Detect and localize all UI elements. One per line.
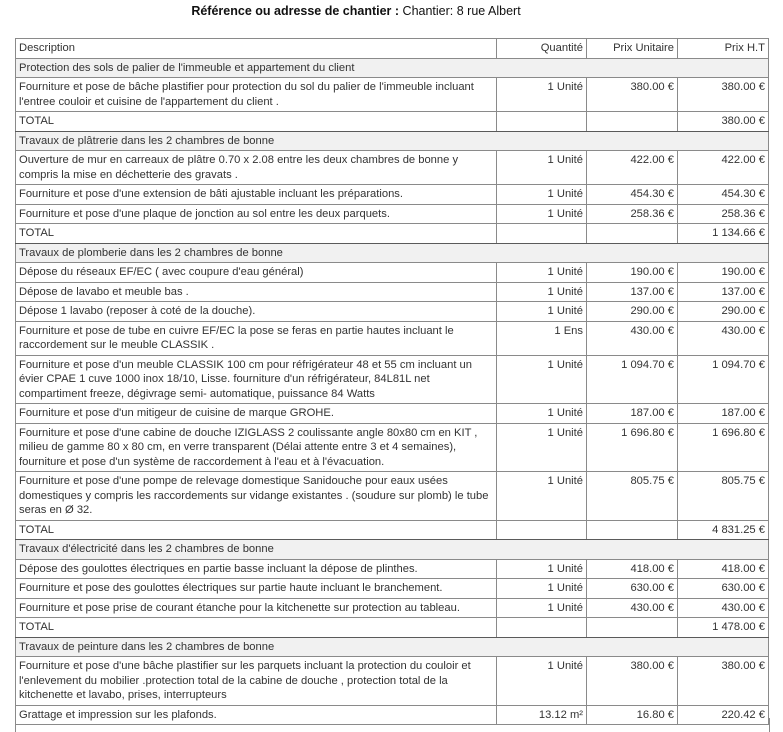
total-label: TOTAL (16, 224, 497, 244)
table-row (16, 321, 769, 355)
item-total-ht: 137.00 € (678, 282, 769, 302)
section-header-row (16, 131, 769, 151)
item-quantity: 1 Unité (497, 263, 587, 283)
item-total-ht: 422.00 € (678, 151, 769, 185)
item-unit-price: 630.00 € (587, 579, 678, 599)
section-title: Protection des sols de palier de l'immeuble et appartement du client (16, 58, 769, 78)
table-row (16, 579, 769, 599)
table-row (16, 355, 769, 404)
total-empty-pu (587, 618, 678, 638)
item-quantity: 1 Unité (497, 355, 587, 404)
item-description: Fourniture et pose d'une plaque de jonction au sol entre les deux parquets. (16, 204, 497, 224)
section-total-value: 380.00 € (678, 112, 769, 132)
table-row (16, 404, 769, 424)
section-header-row (16, 243, 769, 263)
item-description: Fourniture et pose d'une pompe de relevage domestique Sanidouche pour eaux usées domestiques y compris les raccordements sur vidange existantes . (soudure sur plomb) le tube seras en Ø 32. (16, 472, 497, 521)
item-quantity: 1 Unité (497, 404, 587, 424)
section-header-row (16, 540, 769, 560)
item-unit-price: 454.30 € (587, 185, 678, 205)
item-quantity: 1 Unité (497, 472, 587, 521)
column-header-quantity: Quantité (497, 39, 587, 59)
section-total-value: 1 134.66 € (678, 224, 769, 244)
item-quantity: 1 Unité (497, 282, 587, 302)
item-quantity: 1 Unité (497, 151, 587, 185)
table-row (16, 598, 769, 618)
item-description: Fourniture et pose d'une bâche plastifier sur les parquets incluant la protection du couloir et l'enlevement du mobilier .protection total de la cabine de douche , protection total de la kitchenette et lavabo, prises, interrupteurs (16, 657, 497, 706)
item-description: Dépose des goulottes électriques en partie basse incluant la dépose de plinthes. (16, 559, 497, 579)
total-empty-pu (587, 112, 678, 132)
item-quantity: 1 Unité (497, 185, 587, 205)
item-unit-price: 190.00 € (587, 263, 678, 283)
table-row (16, 472, 769, 521)
item-total-ht: 430.00 € (678, 321, 769, 355)
item-unit-price: 418.00 € (587, 559, 678, 579)
item-total-ht: 187.00 € (678, 404, 769, 424)
item-unit-price: 290.00 € (587, 302, 678, 322)
total-empty-pu (587, 520, 678, 540)
total-empty-qty (497, 112, 587, 132)
item-total-ht: 430.00 € (678, 598, 769, 618)
section-title: Travaux de plâtrerie dans les 2 chambres de bonne (16, 131, 769, 151)
item-total-ht: 630.00 € (678, 579, 769, 599)
quote-body (16, 58, 769, 725)
item-quantity: 1 Unité (497, 598, 587, 618)
item-quantity: 1 Unité (497, 657, 587, 706)
item-total-ht: 418.00 € (678, 559, 769, 579)
site-reference-value: Chantier: 8 rue Albert (402, 4, 521, 18)
item-unit-price: 16.80 € (587, 705, 678, 725)
total-label: TOTAL (16, 618, 497, 638)
item-description: Fourniture et pose d'un mitigeur de cuisine de marque GROHE. (16, 404, 497, 424)
column-header-unit-price: Prix Unitaire (587, 39, 678, 59)
item-quantity: 1 Unité (497, 204, 587, 224)
item-unit-price: 380.00 € (587, 78, 678, 112)
item-description: Ouverture de mur en carreaux de plâtre 0.70 x 2.08 entre les deux chambres de bonne y compris la mise en déchetterie des gravats . (16, 151, 497, 185)
item-description: Fourniture et pose d'une cabine de douche IZIGLASS 2 coulissante angle 80x80 cm en KIT , milieu de gamme 80 x 80 cm, en verre transparent (Délai attente entre 3 et 4 semaines), fourniture et pose d'un système de raccordement à l'eau et à l'évacuation. (16, 423, 497, 472)
section-header-row (16, 58, 769, 78)
item-total-ht: 380.00 € (678, 657, 769, 706)
section-total-value: 4 831.25 € (678, 520, 769, 540)
item-description: Fourniture et pose d'une extension de bâti ajustable incluant les préparations. (16, 185, 497, 205)
column-header-total-ht: Prix H.T (678, 39, 769, 59)
item-total-ht: 1 696.80 € (678, 423, 769, 472)
total-label: TOTAL (16, 520, 497, 540)
item-unit-price: 380.00 € (587, 657, 678, 706)
total-empty-qty (497, 224, 587, 244)
item-description: Fourniture et pose des goulottes électriques sur partie haute incluant le branchement. (16, 579, 497, 599)
item-total-ht: 190.00 € (678, 263, 769, 283)
total-empty-pu (587, 224, 678, 244)
column-header-description: Description (16, 39, 497, 59)
item-description: Fourniture et pose d'un meuble CLASSIK 100 cm pour réfrigérateur 48 et 55 cm incluant un évier CPAE 1 cuve 1000 inox 18/10, Lisse. fourniture d'un réfrigérateur, 84L81L net compartiment freeze, dégivrage semi- automatique, puissance 84 Watts (16, 355, 497, 404)
section-total-row (16, 618, 769, 638)
item-quantity: 1 Ens (497, 321, 587, 355)
site-reference-label: Référence ou adresse de chantier : (191, 4, 400, 18)
item-total-ht: 220.42 € (678, 705, 769, 725)
item-unit-price: 430.00 € (587, 598, 678, 618)
table-row (16, 282, 769, 302)
item-unit-price: 1 094.70 € (587, 355, 678, 404)
item-quantity: 1 Unité (497, 78, 587, 112)
section-total-row (16, 112, 769, 132)
section-title: Travaux de plomberie dans les 2 chambres de bonne (16, 243, 769, 263)
item-total-ht: 1 094.70 € (678, 355, 769, 404)
item-quantity: 13.12 m² (497, 705, 587, 725)
table-row (16, 185, 769, 205)
item-description: Dépose du réseaux EF/EC ( avec coupure d'eau général) (16, 263, 497, 283)
total-label: TOTAL (16, 112, 497, 132)
section-total-row (16, 224, 769, 244)
total-empty-qty (497, 520, 587, 540)
section-title: Travaux d'électricité dans les 2 chambres de bonne (16, 540, 769, 560)
item-unit-price: 1 696.80 € (587, 423, 678, 472)
item-description: Fourniture et pose de tube en cuivre EF/EC la pose se feras en partie hautes incluant le raccordement sur le meuble CLASSIK . (16, 321, 497, 355)
table-row (16, 204, 769, 224)
quote-table (15, 38, 769, 725)
item-quantity: 1 Unité (497, 423, 587, 472)
site-reference (0, 4, 712, 18)
table-continuation (15, 718, 770, 732)
total-empty-qty (497, 618, 587, 638)
item-total-ht: 258.36 € (678, 204, 769, 224)
item-description: Grattage et impression sur les plafonds. (16, 705, 497, 725)
item-description: Fourniture et pose prise de courant étanche pour la kitchenette sur protection au tableau. (16, 598, 497, 618)
section-header-row (16, 637, 769, 657)
item-description: Dépose de lavabo et meuble bas . (16, 282, 497, 302)
item-description: Fourniture et pose de bâche plastifier pour protection du sol du palier de l'immeuble incluant l'entree couloir et cuisine de l'appartement du client . (16, 78, 497, 112)
item-total-ht: 454.30 € (678, 185, 769, 205)
section-total-row (16, 520, 769, 540)
table-row (16, 559, 769, 579)
item-unit-price: 430.00 € (587, 321, 678, 355)
item-unit-price: 187.00 € (587, 404, 678, 424)
item-unit-price: 137.00 € (587, 282, 678, 302)
item-unit-price: 422.00 € (587, 151, 678, 185)
table-row (16, 78, 769, 112)
item-total-ht: 380.00 € (678, 78, 769, 112)
table-row (16, 263, 769, 283)
item-quantity: 1 Unité (497, 579, 587, 599)
table-row (16, 423, 769, 472)
item-quantity: 1 Unité (497, 559, 587, 579)
section-title: Travaux de peinture dans les 2 chambres de bonne (16, 637, 769, 657)
item-total-ht: 290.00 € (678, 302, 769, 322)
item-description: Dépose 1 lavabo (reposer à coté de la douche). (16, 302, 497, 322)
table-header-row (16, 39, 769, 59)
table-row (16, 657, 769, 706)
item-quantity: 1 Unité (497, 302, 587, 322)
item-total-ht: 805.75 € (678, 472, 769, 521)
item-unit-price: 258.36 € (587, 204, 678, 224)
table-row (16, 151, 769, 185)
table-row (16, 302, 769, 322)
section-total-value: 1 478.00 € (678, 618, 769, 638)
item-unit-price: 805.75 € (587, 472, 678, 521)
